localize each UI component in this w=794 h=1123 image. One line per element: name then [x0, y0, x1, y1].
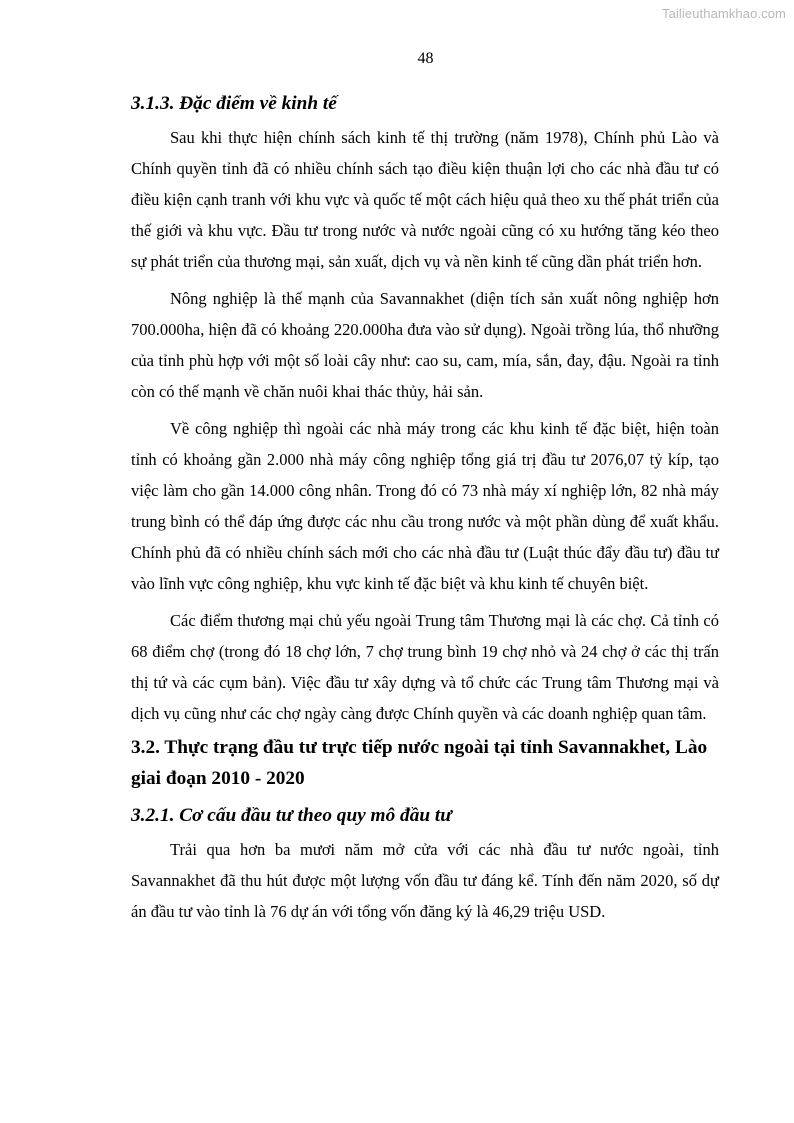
- paragraph-investment-scale: Trải qua hơn ba mươi năm mở cửa với các nhà đầu tư nước ngoài, tỉnh Savannakhet đã thu hút được một lượng vốn đầu tư đáng kể. Tính đến năm 2020, số dự án đầu tư vào tỉnh là 76 dự án với tổng vốn đăng ký là 46,29 triệu USD.: [131, 840, 719, 921]
- paragraph-agriculture: Nông nghiệp là thế mạnh của Savannakhet (diện tích sản xuất nông nghiệp hơn 700.000ha, hiện đã có khoảng 220.000ha đưa vào sử dụng). Ngoài trồng lúa, thổ nhưỡng của tỉnh phù hợp với một số loài cây như: cao su, cam, mía, sắn, đay, đậu. Ngoài ra tỉnh còn có thế mạnh về chăn nuôi khai thác thủy, hải sản.: [131, 289, 719, 401]
- section-3-2-heading: 3.2. Thực trạng đầu tư trực tiếp nước ngoài tại tỉnh Savannakhet, Lào giai đoạn 2010 - 2020: [131, 737, 708, 789]
- section-3-1-3-heading: 3.1.3. Đặc điểm về kinh tế: [131, 93, 337, 114]
- paragraph-economic-policy: Sau khi thực hiện chính sách kinh tế thị trường (năm 1978), Chính phủ Lào và Chính quyền tỉnh đã có nhiều chính sách tạo điều kiện thuận lợi cho các nhà đầu tư có điều kiện cạnh tranh với khu vực và quốc tế một cách hiệu quả theo xu thế phát triển của thế giới và khu vực. Đầu tư trong nước và nước ngoài cũng có xu hướng tăng kéo theo sự phát triển của thương mại, sản xuất, dịch vụ và nền kinh tế cũng dần phát triển hơn.: [131, 128, 719, 271]
- page-body: [131, 88, 719, 927]
- paragraph-commerce: Các điểm thương mại chủ yếu ngoài Trung tâm Thương mại là các chợ. Cả tỉnh có 68 điểm chợ (trong đó 18 chợ lớn, 7 chợ trung bình 19 chợ nhỏ và 24 chợ ở các thị trấn thị tứ và các cụm bản). Việc đầu tư xây dựng và tổ chức các Trung tâm Thương mại và dịch vụ cũng như các chợ ngày càng được Chính quyền và các doanh nghiệp quan tâm.: [131, 611, 719, 723]
- section-3-2-1-heading: 3.2.1. Cơ cấu đầu tư theo quy mô đầu tư: [131, 805, 452, 826]
- paragraph-industry: Về công nghiệp thì ngoài các nhà máy trong các khu kinh tế đặc biệt, hiện toàn tỉnh có khoảng gần 2.000 nhà máy công nghiệp tổng giá trị đầu tư 2076,07 tỷ kíp, tạo việc làm cho gần 14.000 công nhân. Trong đó có 73 nhà máy xí nghiệp lớn, 82 nhà máy trung bình có thể đáp ứng được các nhu cầu trong nước và một phần dùng để xuất khẩu. Chính phủ đã có nhiều chính sách mới cho các nhà đầu tư (Luật thúc đẩy đầu tư) đầu tư vào lĩnh vực công nghiệp, khu vực kinh tế đặc biệt và khu kinh tế chuyên biệt.: [131, 419, 719, 593]
- page-number: 48: [417, 50, 434, 67]
- watermark: Tailieuthamkhao.com: [661, 6, 786, 21]
